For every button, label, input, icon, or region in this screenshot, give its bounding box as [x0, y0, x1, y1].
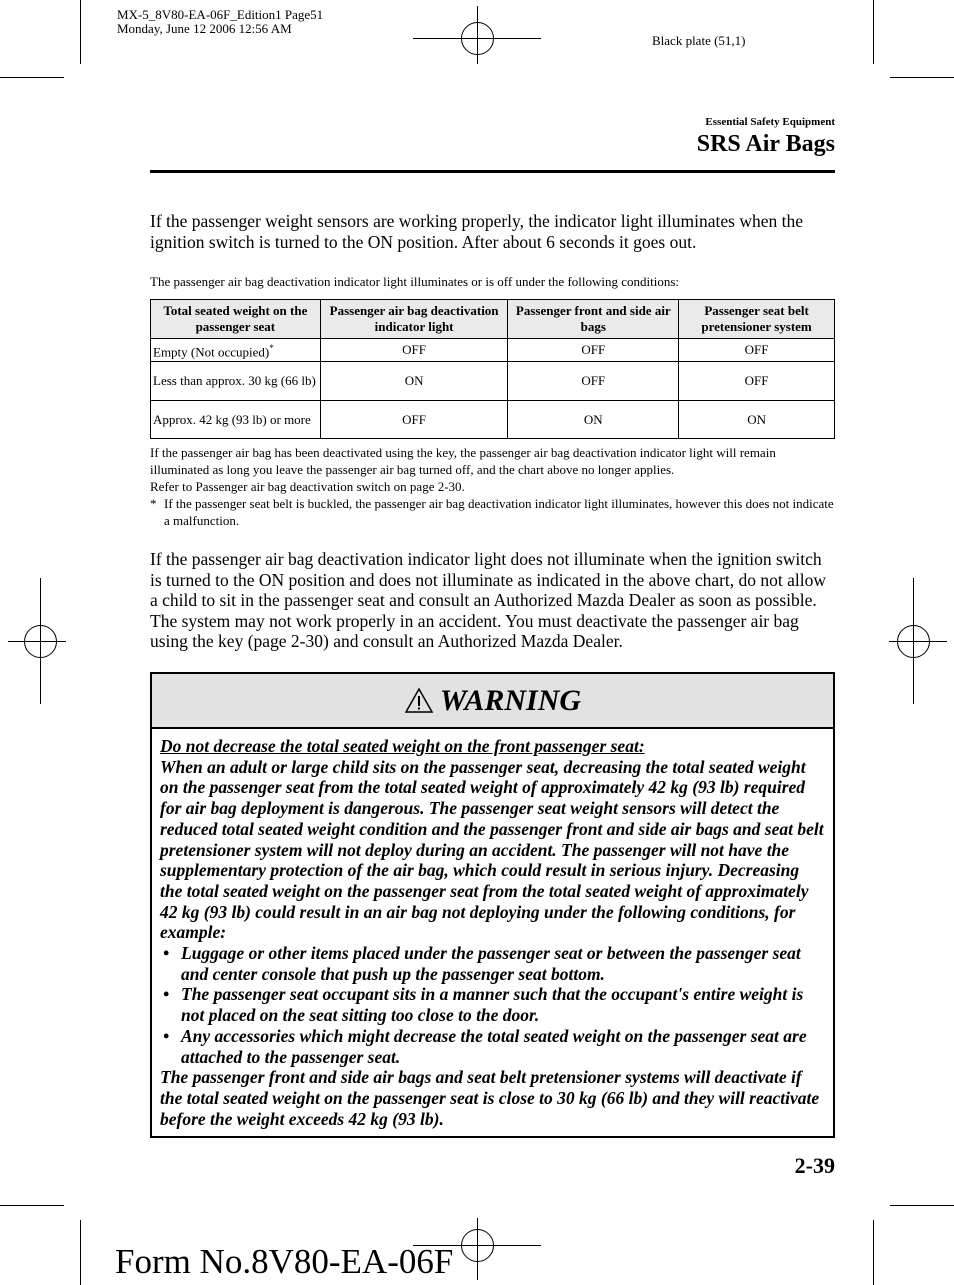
warning-bullets [160, 943, 825, 1067]
column-header: Total seated weight on the passenger seat [151, 300, 321, 339]
table-row [151, 339, 835, 362]
table-row [151, 362, 835, 401]
warning-box [150, 672, 835, 1138]
footnote [150, 495, 835, 529]
table-cell: OFF [508, 362, 679, 401]
conditions-table [150, 299, 835, 439]
print-metadata [117, 8, 323, 36]
warning-closing: The passenger front and side air bags and seat belt pretensioner systems will deactivate if the total seated weight on the passenger seat is close to 30 kg (66 lb) and they will reactivate before the weight exceeds 42 kg (93 lb). [160, 1067, 820, 1129]
note-deactivated: If the passenger air bag has been deactivated using the key, the passenger air bag deactivation indicator light will remain illuminated as long you leave the passenger air bag turned off, and the chart above no longer applies. [150, 445, 776, 477]
table-cell: ON [320, 362, 508, 401]
table-header-row [151, 300, 835, 339]
list-item: • The passenger seat occupant sits in a manner such that the occupant's entire weight is not placed on the seat sitting too close to the door. [163, 984, 804, 1026]
bullet-icon: • [163, 1025, 170, 1046]
warning-header [152, 674, 833, 729]
intro-paragraph: If the passenger weight sensors are working properly, the indicator light illuminates when the ignition switch is turned to the ON position. After about 6 seconds it goes out. [150, 211, 803, 252]
table-cell: ON [508, 401, 679, 439]
column-header: Passenger air bag deactivation indicator light [320, 300, 508, 339]
footnote-star: * [150, 496, 157, 511]
footnote-text: If the passenger seat belt is buckled, the passenger air bag deactivation indicator light illuminates, however this does not indicate a malfunction. [164, 496, 834, 528]
section-label: Essential Safety Equipment [705, 116, 835, 128]
table-cell: OFF [320, 339, 508, 362]
print-timestamp: Monday, June 12 2006 12:56 AM [117, 21, 292, 36]
table-cell: Less than approx. 30 kg (66 lb) [151, 362, 321, 401]
table-row [151, 401, 835, 439]
table-cell: OFF [679, 362, 835, 401]
table-cell: OFF [508, 339, 679, 362]
warning-triangle-icon [404, 687, 434, 714]
column-header: Passenger front and side air bags [508, 300, 679, 339]
warning-lead: Do not decrease the total seated weight on the front passenger seat: [160, 736, 645, 756]
table-caption: The passenger air bag deactivation indicator light illuminates or is off under the following conditions: [150, 274, 680, 289]
table-cell: Empty (Not occupied)* [151, 339, 321, 362]
column-header: Passenger seat belt pretensioner system [679, 300, 835, 339]
indicator-paragraph: If the passenger air bag deactivation indicator light does not illuminate when the ignition switch is turned to the ON position and does not illuminate as indicated in the above chart, do not allow a child to sit in the passenger seat and consult an Authorized Mazda Dealer as soon as possible. The system may not work properly in an accident. You must deactivate the passenger air bag using the key (page 2-30) and consult an Authorized Mazda Dealer. [150, 549, 827, 651]
page-number: 2-39 [794, 1153, 835, 1178]
table-cell: Approx. 42 kg (93 lb) or more [151, 401, 321, 439]
table-cell: OFF [679, 339, 835, 362]
table-cell: OFF [320, 401, 508, 439]
doc-id: MX-5_8V80-EA-06F_Edition1 Page51 [117, 7, 324, 22]
page-title: SRS Air Bags [696, 131, 835, 157]
warning-title: WARNING [439, 683, 582, 717]
header-rule [150, 170, 835, 173]
bullet-icon: • [163, 984, 170, 1005]
table-cell: ON [679, 401, 835, 439]
form-number: Form No.8V80-EA-06F [115, 1242, 454, 1281]
warning-body [152, 729, 833, 1129]
plate-label: Black plate (51,1) [652, 33, 746, 48]
footnote-marker: * [269, 343, 274, 353]
warning-text: When an adult or large child sits on the passenger seat, decreasing the total seated weight on the passenger seat from the total seated weight of approximately 42 kg (93 lb) required for air bag deployment is dangerous. The passenger seat weight sensors will detect the reduced total seated weight condition and the passenger front and side air bags and seat belt pretensioner system will not deploy during an accident. The passenger will not have the supplementary protection of the air bag, which could result in serious injury. Decreasing the total seated weight on the passenger seat from the total seated weight of approximately 42 kg (93 lb) could result in an air bag not deploying under the following conditions, for example: [160, 756, 824, 943]
note-reference: Refer to Passenger air bag deactivation switch on page 2-30. [150, 479, 465, 494]
bullet-icon: • [163, 943, 170, 964]
list-item: • Any accessories which might decrease the total seated weight on the passenger seat are attached to the passenger seat. [163, 1025, 807, 1067]
list-item: • Luggage or other items placed under the passenger seat or between the passenger seat and center console that push up the passenger seat bottom. [163, 943, 801, 984]
table-notes [150, 444, 835, 529]
